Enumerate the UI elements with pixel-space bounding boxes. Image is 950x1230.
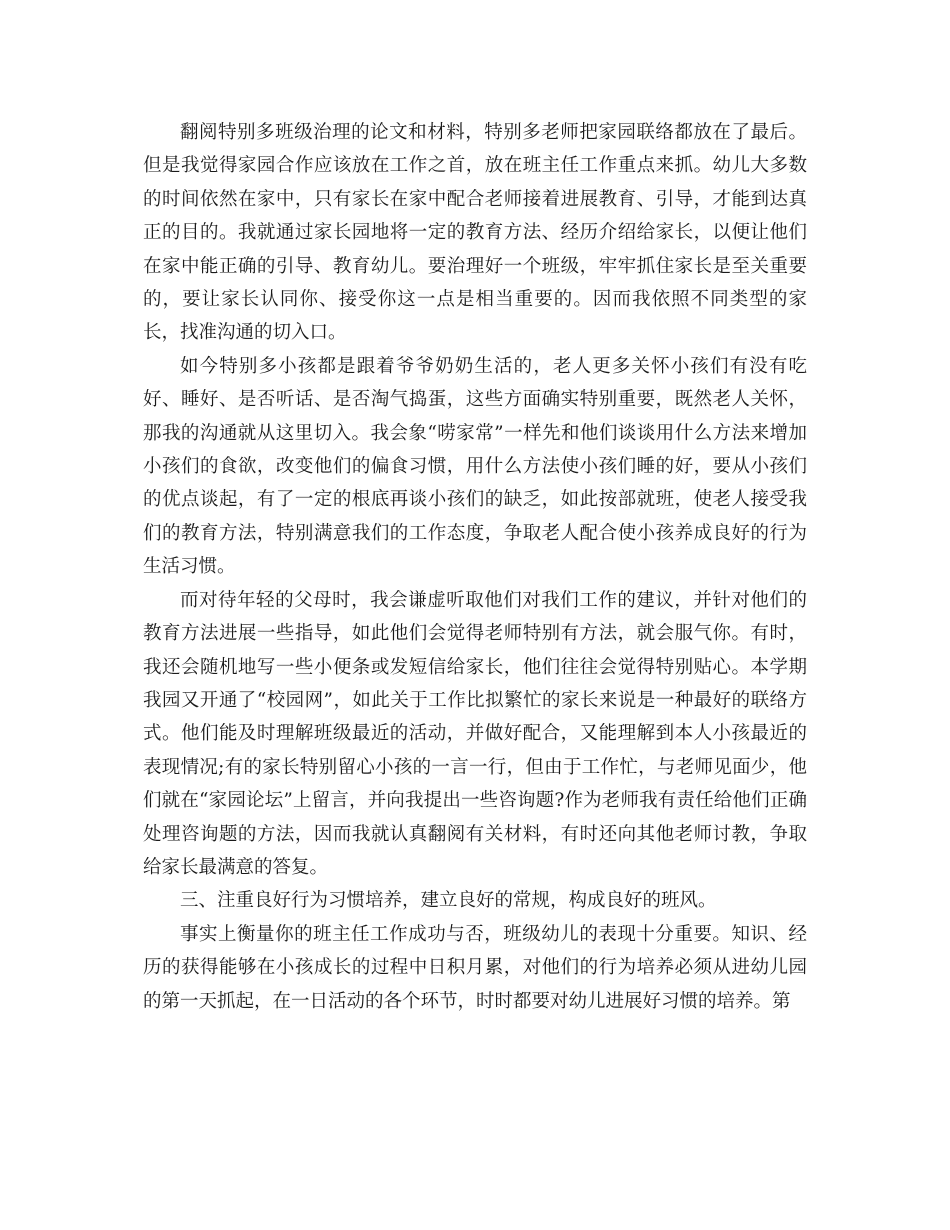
paragraph-habit-training: 事实上衡量你的班主任工作成功与否，班级幼儿的表现十分重要。知识、经历的获得能够在小孩成长的过程中日积月累，对他们的行为培养必须从进幼儿园的第一天抓起，在一日活动的各个环节，时时都要对幼儿进展好习惯的培养。第: [143, 923, 807, 1012]
paragraph-home-school-cooperation: 翻阅特别多班级治理的论文和材料，特别多老师把家园联络都放在了最后。但是我觉得家园合作应该放在工作之首，放在班主任工作重点来抓。幼儿大多数的时间依然在家中，只有家长在家中配合老师接着进展教育、引导，才能到达真正的目的。我就通过家长园地将一定的教育方法、经历介绍给家长，以便让他们在家中能正确的引导、教育幼儿。要治理好一个班级，牢牢抓住家长是至关重要的，要让家长认同你、接受你这一点是相当重要的。因而我依照不同类型的家长，找准沟通的切入口。: [143, 122, 807, 344]
paragraph-grandparents-communication: 如今特别多小孩都是跟着爷爷奶奶生活的，老人更多关怀小孩们有没有吃好、睡好、是否听话、是否淘气捣蛋，这些方面确实特别重要，既然老人关怀，那我的沟通就从这里切入。我会象“唠家常”一样先和他们谈谈用什么方法来增加小孩们的食欲，改变他们的偏食习惯，用什么方法使小孩们睡的好，要从小孩们的优点谈起，有了一定的根底再谈小孩们的缺乏，如此按部就班，使老人接受我们的教育方法，特别满意我们的工作态度，争取老人配合使小孩养成良好的行为生活习惯。: [143, 355, 807, 578]
document-body: [143, 116, 807, 1018]
section-heading-good-habits: 三、注重良好行为习惯培养，建立良好的常规，构成良好的班风。: [180, 890, 717, 912]
paragraph-young-parents-communication: 而对待年轻的父母时，我会谦虚听取他们对我们工作的建议，并针对他们的教育方法进展一些指导，如此他们会觉得老师特别有方法，就会服气你。有时，我还会随机地写一些小便条或发短信给家长，他们往往会觉得特别贴心。本学期我园又开通了“校园网”，如此关于工作比拟繁忙的家长来说是一种最好的联络方式。他们能及时理解班级最近的活动，并做好配合，又能理解到本人小孩最近的表现情况;有的家长特别留心小孩的一言一行，但由于工作忙，与老师见面少，他们就在“家园论坛”上留言，并向我提出一些咨询题?作为老师我有责任给他们正确处理咨询题的方法，因而我就认真翻阅有关材料，有时还向其他老师讨教，争取给家长最满意的答复。: [143, 589, 807, 878]
